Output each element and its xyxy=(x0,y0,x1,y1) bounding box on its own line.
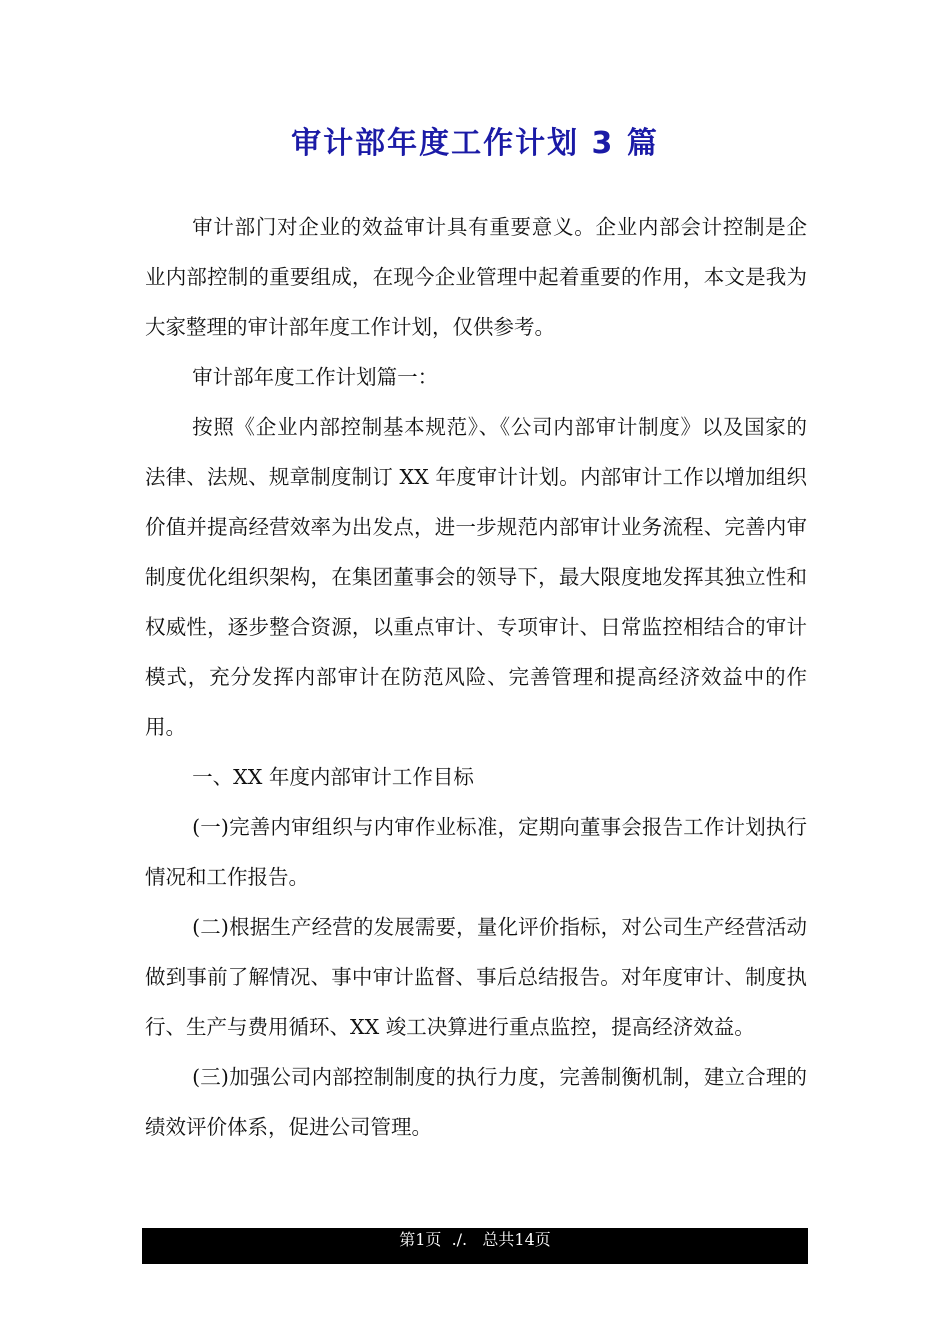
paragraph-goal-2: (二)根据生产经营的发展需要，量化评价指标，对公司生产经营活动做到事前了解情况、事中审计监督、事后总结报告。对年度审计、制度执行、生产与费用循环、XX 竣工决算进行重点监控，提高经济效益。 xyxy=(145,915,807,1039)
page-footer-bar xyxy=(142,1228,808,1264)
paragraph-intro: 审计部门对企业的效益审计具有重要意义。企业内部会计控制是企业内部控制的重要组成，在现今企业管理中起着重要的作用，本文是我为大家整理的审计部年度工作计划，仅供参考。 xyxy=(145,215,807,339)
paragraph-goal-heading: 一、XX 年度内部审计工作目标 xyxy=(192,765,474,789)
document-title: 审计部年度工作计划 3 篇 xyxy=(291,126,659,161)
paragraph-goal-1: (一)完善内审组织与内审作业标准，定期向董事会报告工作计划执行情况和工作报告。 xyxy=(145,815,807,889)
document-body xyxy=(145,202,807,1152)
paragraph-plan-overview: 按照《企业内部控制基本规范》、《公司内部审计制度》以及国家的法律、法规、规章制度制订 XX 年度审计计划。内部审计工作以增加组织价值并提高经营效率为出发点，进一步规范内部审计业务流程、完善内审制度优化组织架构，在集团董事会的领导下，最大限度地发挥其独立性和权威性，逐步整合资源，以重点审计、专项审计、日常监控相结合的审计模式，充分发挥内部审计在防范风险、完善管理和提高经济效益中的作用。 xyxy=(145,415,807,739)
paragraph-goal-3: (三)加强公司内部控制制度的执行力度，完善制衡机制，建立合理的绩效评价体系，促进公司管理。 xyxy=(145,1065,807,1139)
page-number-label: 第1页 ./. 总共14页 xyxy=(399,1230,551,1249)
paragraph-section-heading: 审计部年度工作计划篇一： xyxy=(192,365,439,389)
